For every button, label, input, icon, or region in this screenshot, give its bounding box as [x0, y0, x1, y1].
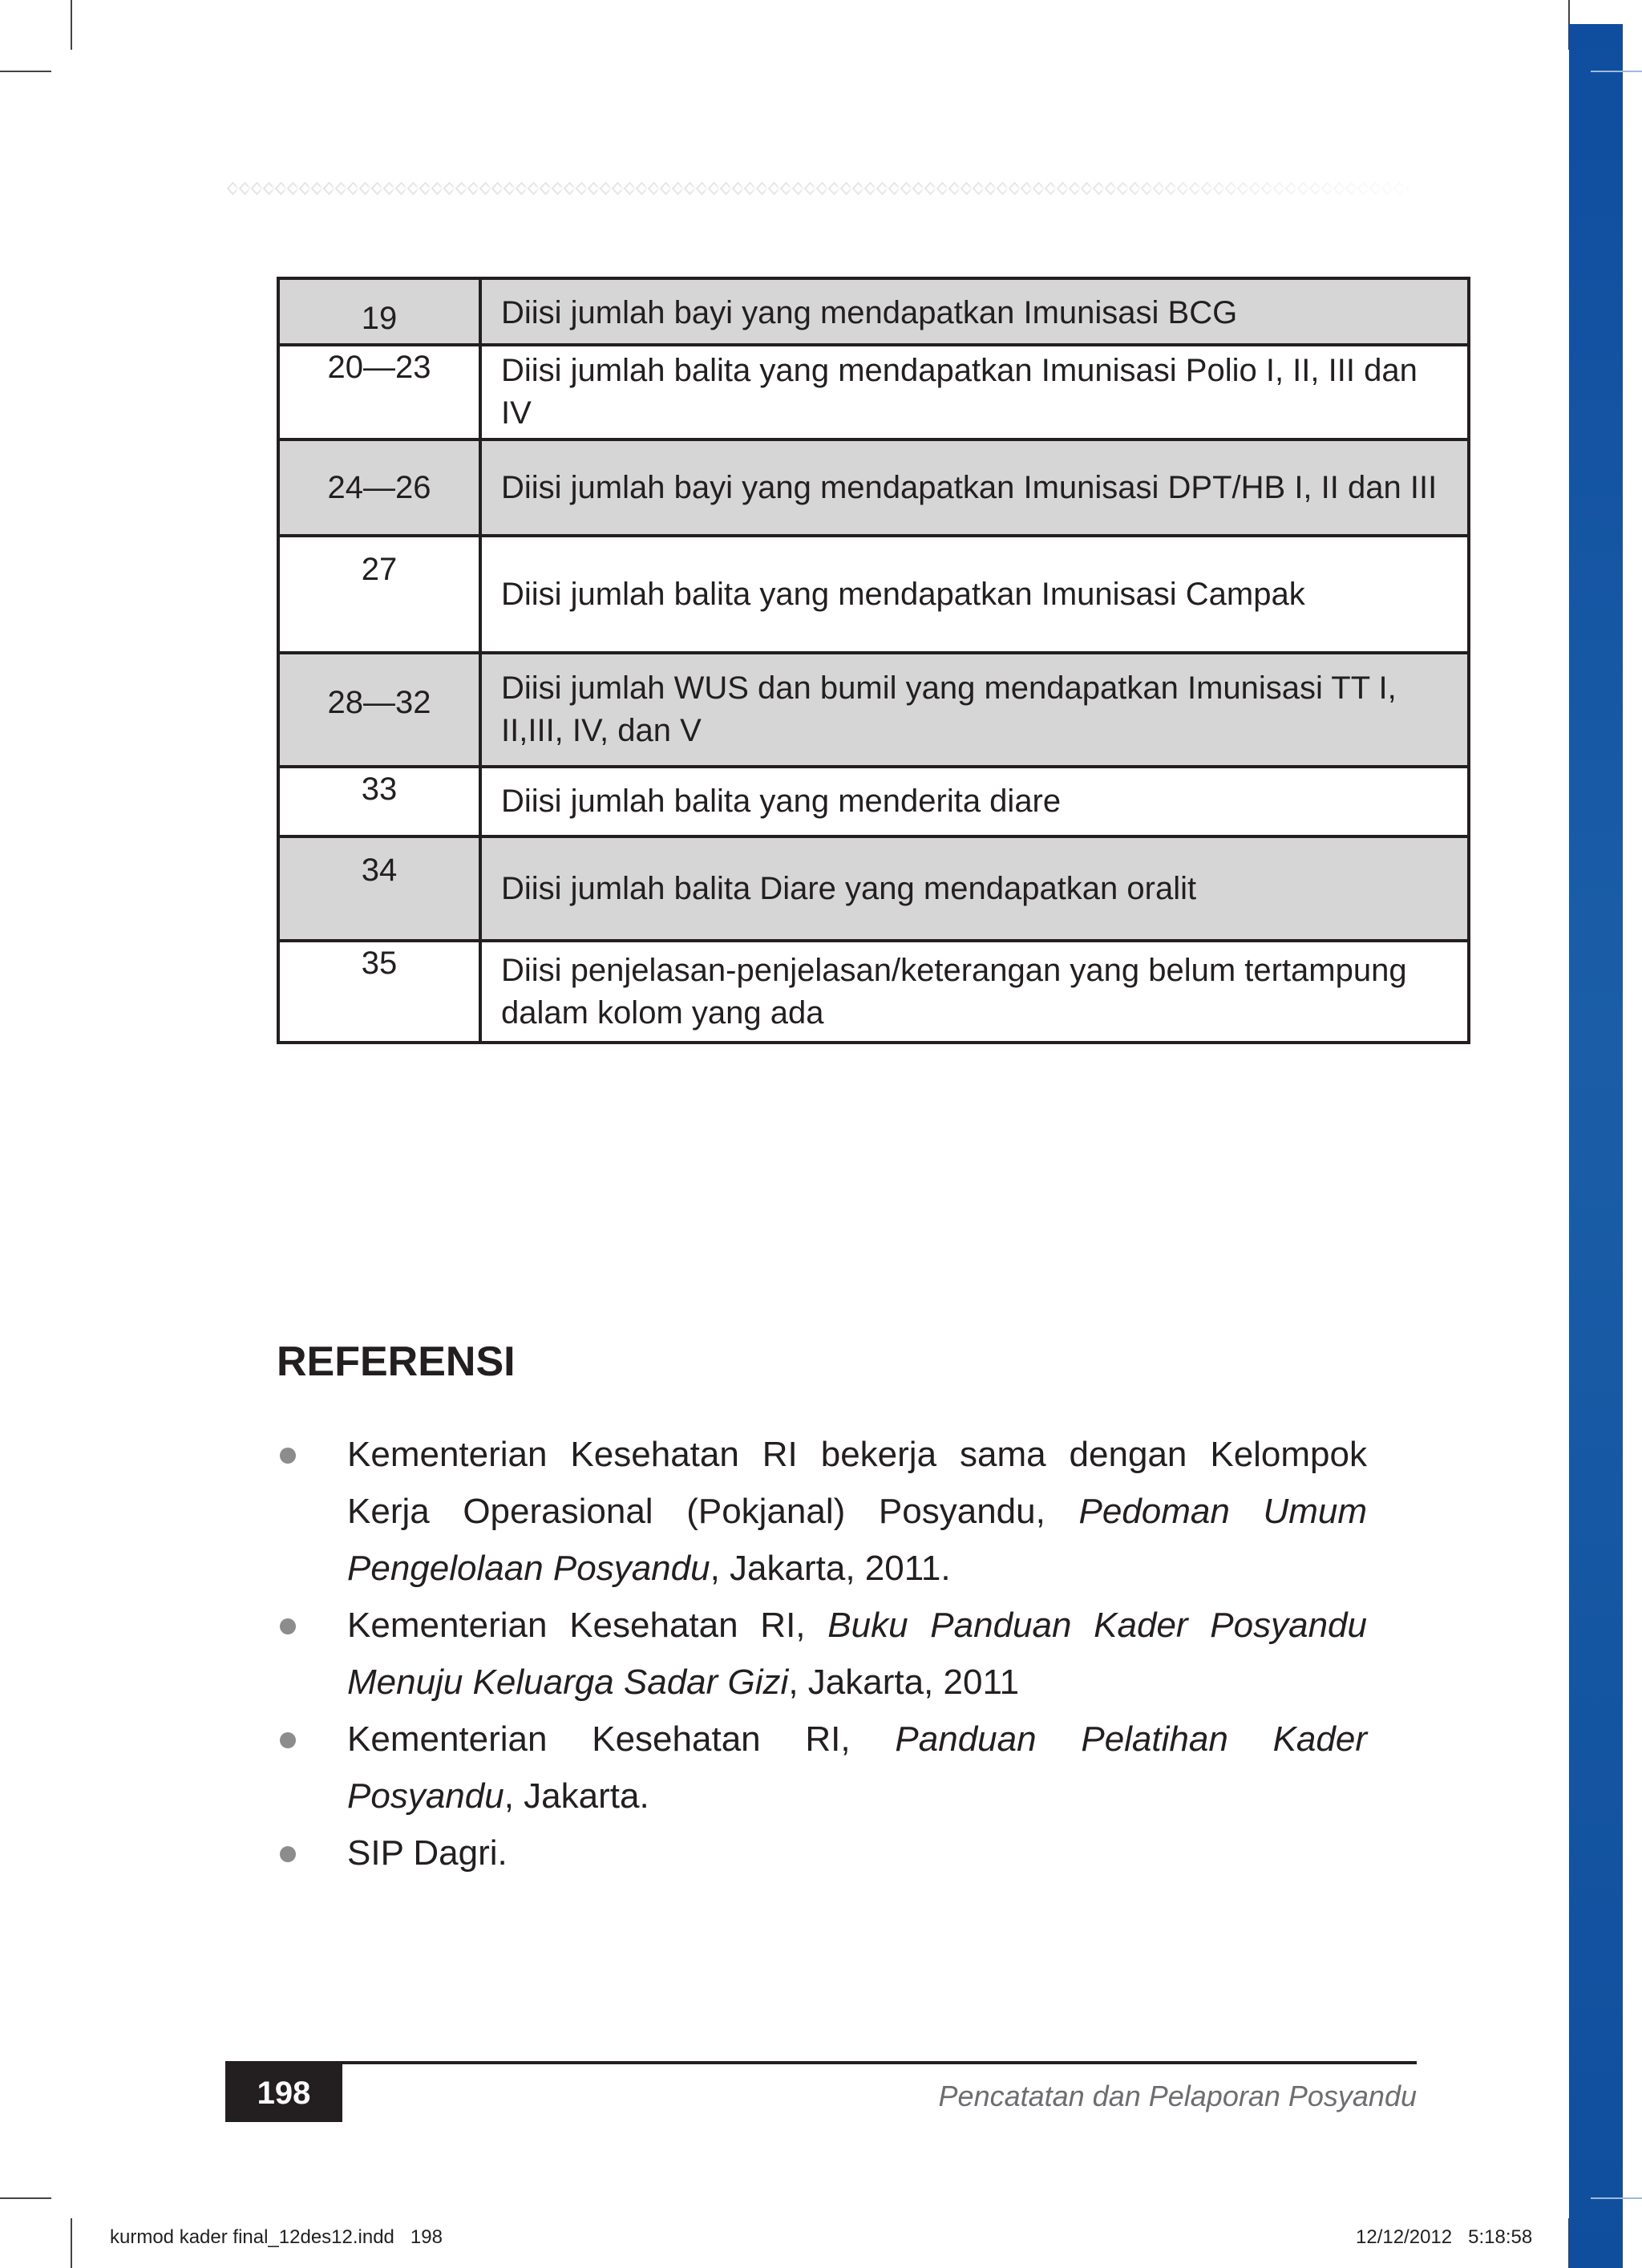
decorative-diamond-border	[227, 180, 1409, 197]
print-slug-file: kurmod kader final_12des12.indd 198	[110, 2226, 443, 2248]
column-number: 19	[278, 278, 480, 345]
reference-item	[277, 1426, 1367, 1597]
column-number: 20—23	[278, 345, 480, 439]
table-row	[278, 278, 1469, 345]
section-heading: REFERENSI	[277, 1339, 516, 1385]
bullet-icon	[280, 1732, 296, 1748]
table-row	[278, 345, 1469, 439]
column-number: 27	[278, 536, 480, 653]
column-number: 34	[278, 836, 480, 941]
bullet-icon	[280, 1846, 296, 1862]
table-row	[278, 439, 1469, 536]
column-description: Diisi jumlah balita yang mendapatkan Imunisasi Polio I, II, III dan IV	[480, 345, 1469, 439]
reference-title: Pedoman Umum Pengelolaan Posyandu	[347, 1492, 1367, 1588]
column-description: Diisi penjelasan-penjelasan/keterangan yang belum tertampung dalam kolom yang ada	[480, 941, 1469, 1043]
column-number: 24—26	[278, 439, 480, 536]
reference-list	[277, 1426, 1367, 1881]
reference-text: Kementerian Kesehatan RI,	[347, 1606, 828, 1645]
print-slug-timestamp: 12/12/2012 5:18:58	[1356, 2226, 1533, 2248]
reference-item	[277, 1825, 1367, 1881]
reference-text: Kementerian Kesehatan RI bekerja sama dengan Kelompok Kerja Operasional (Pokjanal) Posyandu,	[347, 1435, 1367, 1531]
reference-title: Panduan Pelatihan Kader Posyandu	[347, 1719, 1367, 1816]
reference-text: , Jakarta, 2011	[788, 1663, 1020, 1702]
column-description: Diisi jumlah balita Diare yang mendapatkan oralit	[480, 836, 1469, 941]
table-row	[278, 941, 1469, 1043]
column-description: Diisi jumlah bayi yang mendapatkan Imunisasi BCG	[480, 278, 1469, 345]
column-description: Diisi jumlah balita yang menderita diare	[480, 767, 1469, 836]
bullet-icon	[280, 1618, 296, 1634]
crop-mark	[1591, 2197, 1642, 2199]
column-number: 35	[278, 941, 480, 1043]
side-color-bar	[1569, 24, 1623, 2268]
reference-item	[277, 1711, 1367, 1825]
reference-title: Buku Panduan Kader Posyandu Menuju Keluarga Sadar Gizi	[347, 1606, 1367, 1702]
column-number: 28—32	[278, 653, 480, 767]
reference-text: SIP Dagri.	[347, 1833, 508, 1873]
bullet-icon	[280, 1448, 296, 1464]
column-number: 33	[278, 767, 480, 836]
table-row	[278, 767, 1469, 836]
column-description: Diisi jumlah bayi yang mendapatkan Imunisasi DPT/HB I, II dan III	[480, 439, 1469, 536]
crop-mark	[0, 2197, 51, 2199]
reference-text: , Jakarta, 2011.	[710, 1549, 951, 1588]
page-number: 198	[225, 2064, 342, 2122]
data-column-table	[277, 277, 1470, 1044]
table-row	[278, 536, 1469, 653]
crop-mark	[71, 0, 72, 50]
column-description: Diisi jumlah balita yang mendapatkan Imunisasi Campak	[480, 536, 1469, 653]
reference-text: Kementerian Kesehatan RI,	[347, 1719, 896, 1759]
table-row	[278, 836, 1469, 941]
crop-mark	[0, 71, 51, 72]
reference-item	[277, 1597, 1367, 1711]
reference-text: , Jakarta.	[504, 1776, 649, 1816]
column-description: Diisi jumlah WUS dan bumil yang mendapatkan Imunisasi TT I, II,III, IV, dan V	[480, 653, 1469, 767]
table-row	[278, 653, 1469, 767]
crop-mark	[1591, 71, 1642, 72]
footer-rule	[225, 2061, 1417, 2064]
crop-mark	[71, 2218, 72, 2268]
running-title: Pencatatan dan Pelaporan Posyandu	[938, 2080, 1417, 2112]
